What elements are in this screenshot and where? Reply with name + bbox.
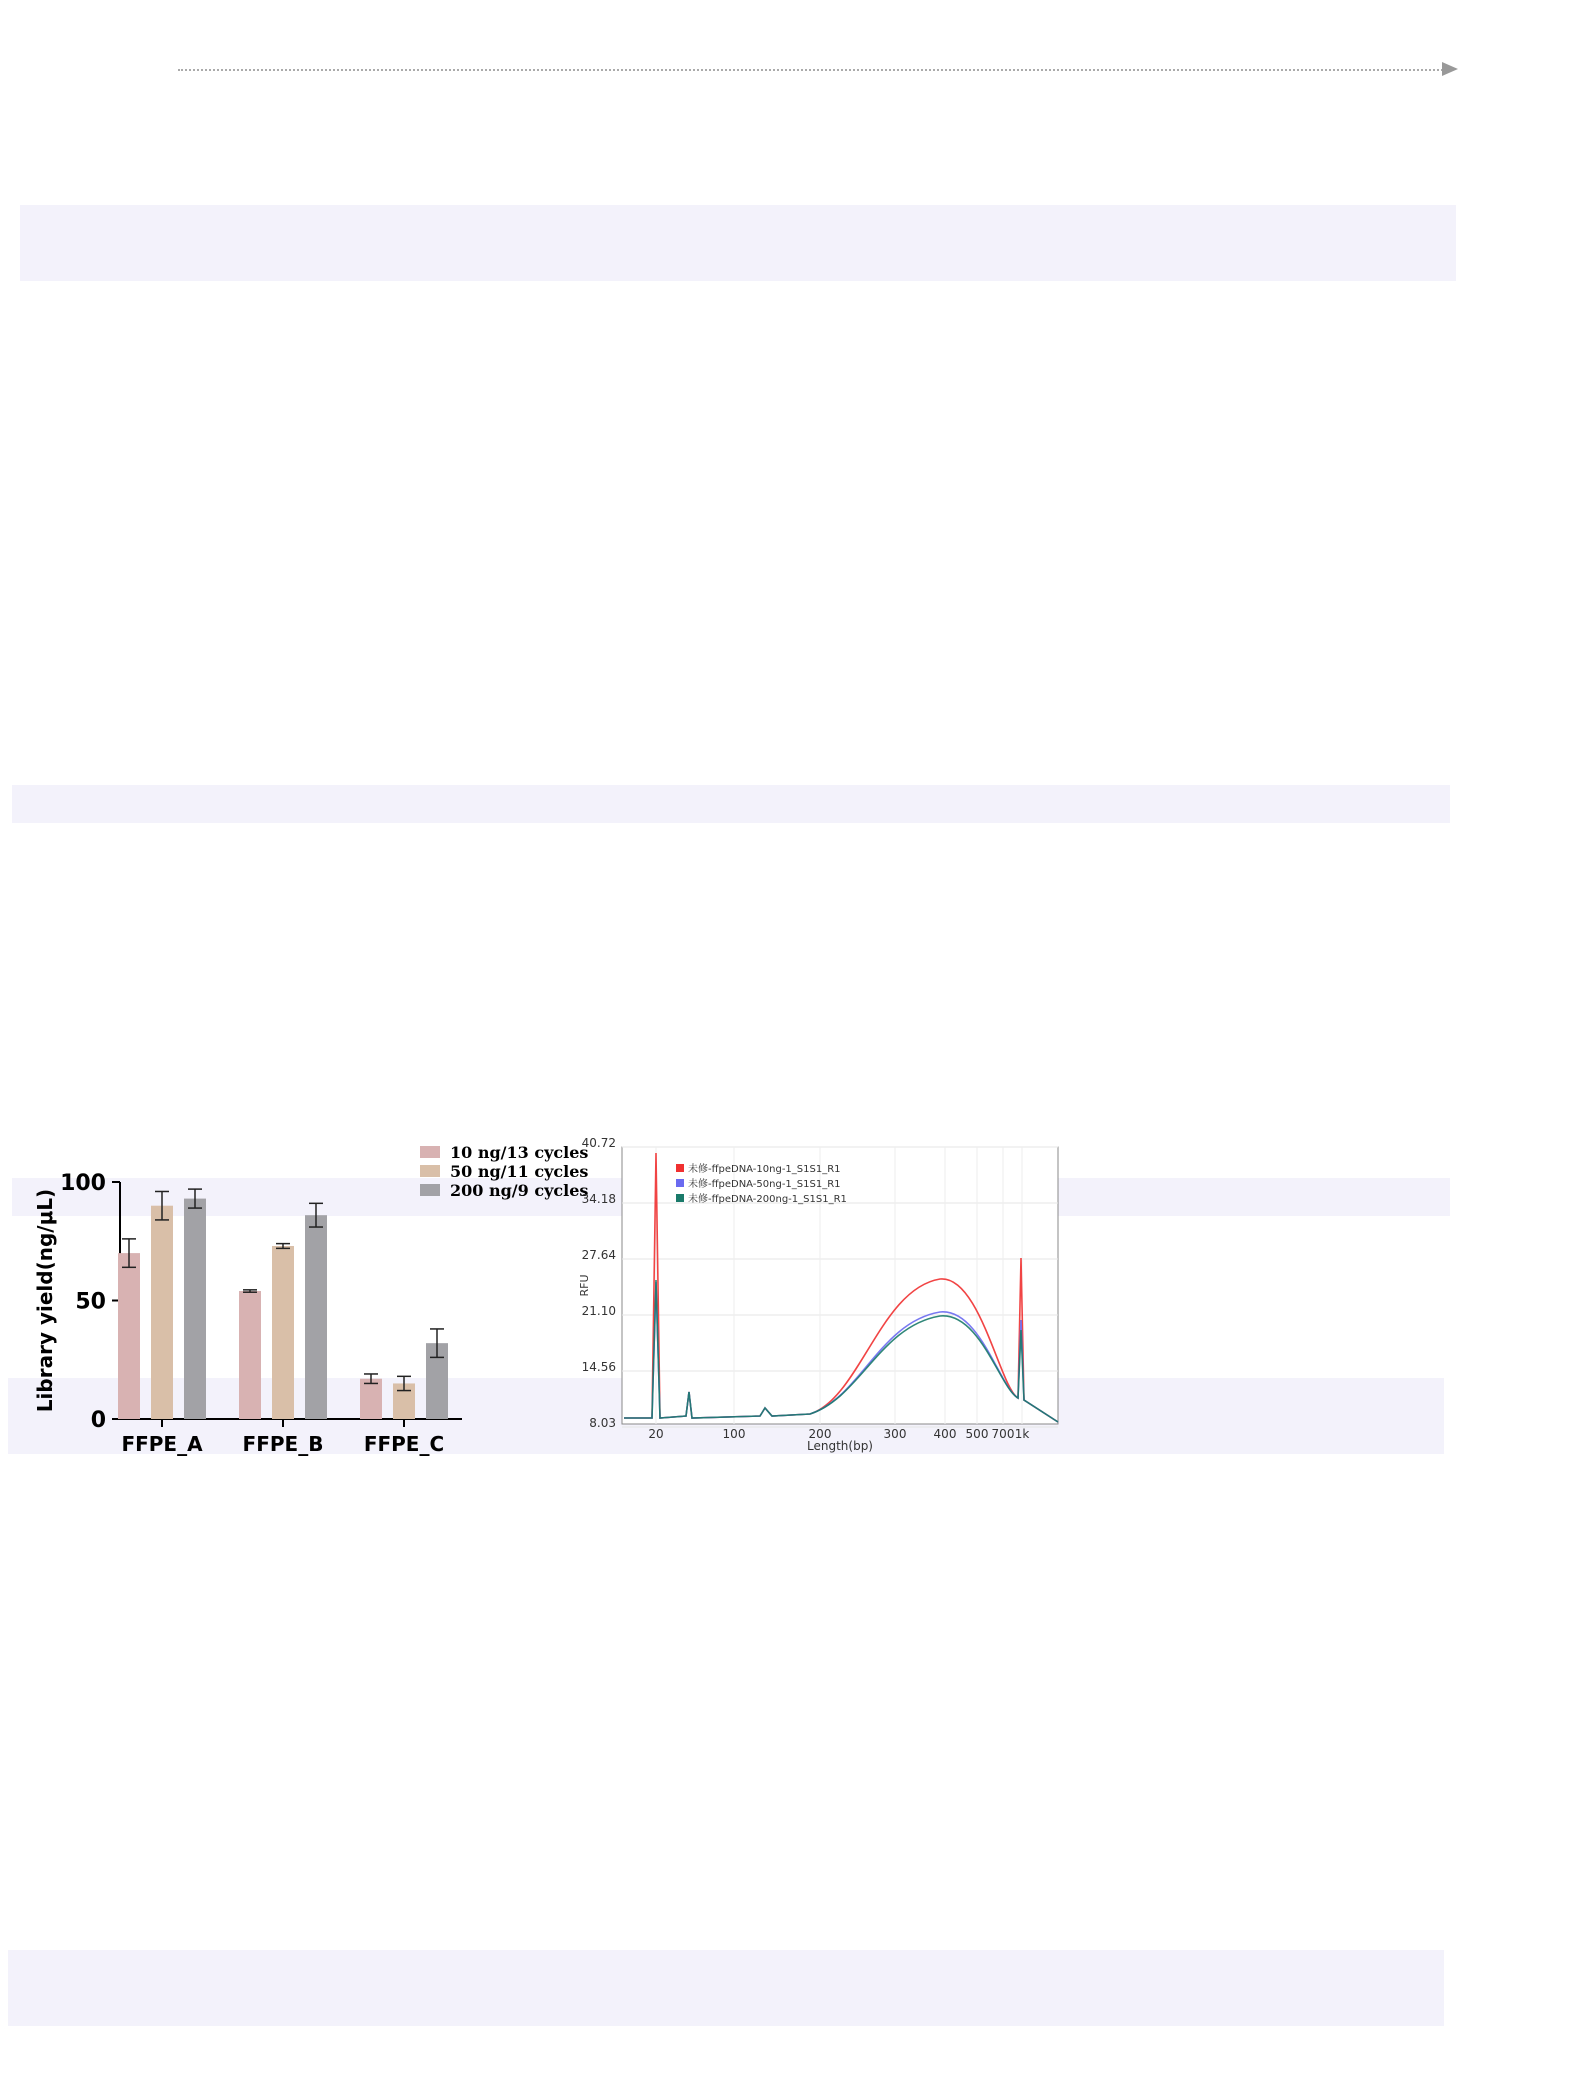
legend-swatch <box>676 1179 684 1187</box>
x-tick-label: 20 <box>648 1427 664 1441</box>
bar <box>151 1206 173 1419</box>
note1 <box>12 785 1450 823</box>
section1-result-box <box>20 205 1456 281</box>
x-tick-label: 700 <box>991 1427 1015 1441</box>
legend-label: 200 ng/9 cycles <box>450 1181 589 1200</box>
legend-label: 10 ng/13 cycles <box>450 1143 589 1162</box>
legend-swatch <box>420 1165 440 1177</box>
x-tick-label: FFPE_A <box>121 1432 203 1456</box>
bar <box>118 1253 140 1419</box>
y-tick-label: 27.64 <box>581 1248 616 1262</box>
y-tick-label: 50 <box>75 1289 106 1315</box>
title-arrow-icon <box>1442 62 1458 76</box>
legend-label: 未修-ffpeDNA-200ng-1_S1S1_R1 <box>688 1194 847 1205</box>
y-tick-label: 40.72 <box>581 1136 616 1150</box>
bar <box>305 1215 327 1419</box>
x-tick-label: 400 <box>933 1427 957 1441</box>
legend-swatch <box>420 1146 440 1158</box>
legend-swatch <box>420 1184 440 1196</box>
x-tick-label: FFPE_C <box>363 1432 445 1456</box>
y-tick-label: 8.03 <box>589 1416 616 1430</box>
x-tick-label: 200 <box>808 1427 832 1441</box>
y-axis-label: Library yield(ng/μL) <box>33 1188 57 1413</box>
title-divider <box>178 69 1446 71</box>
x-tick-label: FFPE_B <box>242 1432 324 1456</box>
x-axis-label: Length(bp) <box>807 1439 873 1453</box>
x-tick-label: 1k <box>1014 1427 1030 1441</box>
legend-label: 未修-ffpeDNA-50ng-1_S1S1_R1 <box>688 1179 841 1190</box>
y-tick-label: 0 <box>90 1408 106 1433</box>
bar <box>360 1379 382 1419</box>
bar <box>272 1246 294 1419</box>
ffpe-fragment-trace <box>580 1130 1240 1570</box>
y-tick-label: 21.10 <box>581 1304 616 1318</box>
legend-label: 50 ng/11 cycles <box>450 1162 589 1181</box>
fragment-analysis-panels <box>10 850 1430 1130</box>
y-tick-label: 34.18 <box>581 1192 616 1206</box>
x-tick-label: 500 <box>965 1427 989 1441</box>
note3 <box>8 1950 1444 2026</box>
bar <box>239 1291 261 1419</box>
y-tick-label: 14.56 <box>581 1360 616 1374</box>
cfdna-25ng-hbar-chart <box>760 330 1460 760</box>
legend-swatch <box>676 1194 684 1202</box>
bar <box>184 1199 206 1419</box>
legend-label: 未修-ffpeDNA-10ng-1_S1S1_R1 <box>688 1164 841 1175</box>
x-tick-label: 300 <box>883 1427 907 1441</box>
cfdna-bar-chart <box>40 330 760 750</box>
x-tick-label: 100 <box>722 1427 746 1441</box>
y-tick-label: 100 <box>60 1171 106 1196</box>
y-axis-label: RFU <box>578 1274 591 1297</box>
legend-swatch <box>676 1164 684 1172</box>
